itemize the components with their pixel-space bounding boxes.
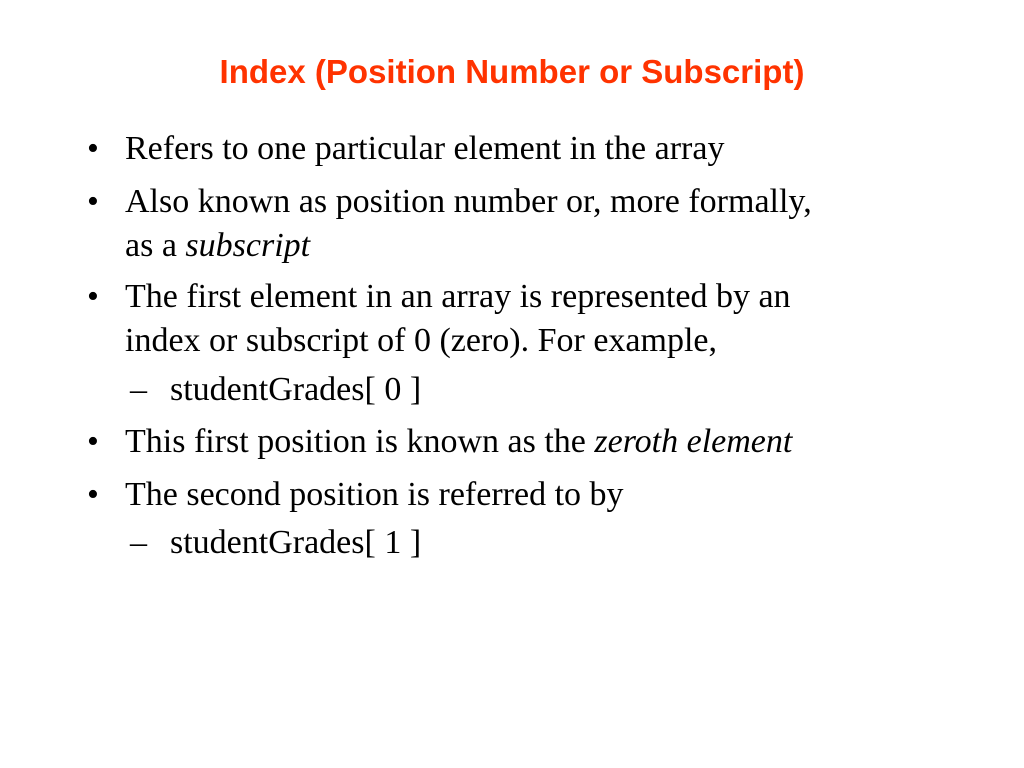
bullet-line-text: Refers to one particular element in the array (125, 130, 725, 167)
bullet-marker: • (87, 278, 99, 315)
code-example-text: studentGrades[ 0 ] (170, 371, 422, 408)
bullet-marker: • (87, 476, 99, 513)
bullet-line (125, 180, 812, 224)
slide-title: Index (Position Number or Subscript) (219, 53, 805, 90)
bullet-text (125, 127, 724, 171)
sub-bullet-marker: – (130, 524, 147, 561)
sub-bullet-marker: – (130, 371, 147, 408)
bullet-line-text: Also known as position number or, more formally, (125, 183, 812, 220)
bullet-line-text: This first position is known as the (125, 423, 595, 460)
code-example-text: studentGrades[ 1 ] (170, 524, 422, 561)
bullet-line (125, 319, 791, 363)
sub-bullet-text (170, 368, 421, 412)
bullet-line (125, 275, 791, 319)
bullet-line-text: as a (125, 227, 186, 264)
bullet-marker: • (87, 130, 99, 167)
bullet-text (125, 420, 792, 464)
bullet-line-text: The second position is referred to by (125, 476, 624, 513)
bullet-line (125, 473, 624, 517)
bullet-line-text: index or subscript of 0 (zero). For example, (125, 322, 717, 359)
bullet-marker: • (87, 183, 99, 220)
bullet-line (125, 224, 812, 268)
bullet-line (125, 127, 724, 171)
zeroth-element-term: zeroth element (594, 423, 793, 460)
code-example (170, 521, 421, 565)
bullet-text (125, 473, 624, 517)
bullet-marker: • (87, 423, 99, 460)
subscript-term: subscript (185, 227, 311, 264)
bullet-line (125, 420, 792, 464)
code-example (170, 368, 421, 412)
bullet-line-text: The first element in an array is represented by an (125, 278, 791, 315)
bullet-text (125, 180, 812, 268)
sub-bullet-text (170, 521, 421, 565)
bullet-text (125, 275, 791, 363)
